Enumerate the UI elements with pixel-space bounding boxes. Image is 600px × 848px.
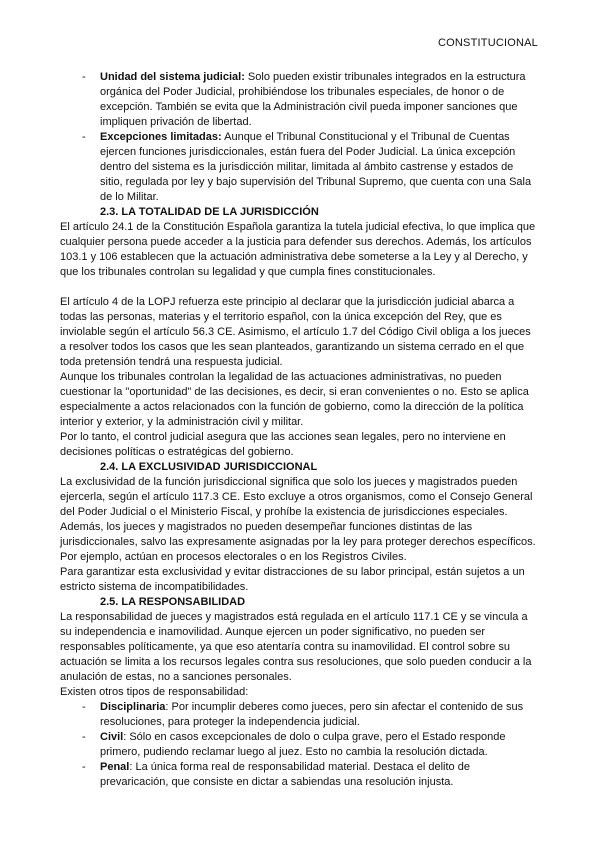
bullet-dash: - [82, 731, 86, 743]
bullet-dash: - [82, 131, 86, 143]
paragraph: Además, los jueces y magistrados no pueden desempeñar funciones distintas de las jurisdiccionales, salvo las expresamente asignadas por la ley para proteger derechos específicos. Por ejemplo, actúan en procesos electorales o en los Registros Civiles. [60, 521, 536, 563]
bullet-item [82, 730, 538, 760]
bullet-item [82, 70, 538, 130]
bullet-item [82, 760, 538, 790]
paragraph: Por lo tanto, el control judicial asegura que las acciones sean legales, pero no interviene en decisiones políticas o estratégicas del gobierno. [60, 431, 506, 458]
paragraph: Existen otros tipos de responsabilidad: [60, 686, 249, 698]
section-heading: 2.5. LA RESPONSABILIDAD [100, 596, 246, 608]
paragraph: La exclusividad de la función jurisdiccional significa que solo los jueces y magistrados pueden ejercerla, según el artículo 117.3 CE. Esto excluye a otros organismos, como el Consejo General del Poder Judicial o el Ministerio Fiscal, y prohíbe la existencia de jurisdicciones especiales. [60, 476, 533, 518]
paragraph: La responsabilidad de jueces y magistrados está regulada en el artículo 117.1 CE y se vincula a su independencia e inamovilidad. Aunque ejercen un poder significativo, no pueden ser responsables políticamente, ya que eso atentaría contra su inamovilidad. El control sobre su actuación se limita a los recursos legales contra sus resoluciones, que solo pueden conducir a la anulación de estas, no a sanciones personales. [60, 611, 532, 683]
section-heading: 2.4. LA EXCLUSIVIDAD JURISDICCIONAL [100, 461, 318, 473]
section-heading: 2.3. LA TOTALIDAD DE LA JURISDICCIÓN [100, 206, 319, 218]
bullet-dash: - [82, 761, 86, 773]
paragraph: Para garantizar esta exclusividad y evitar distracciones de su labor principal, están sujetos a un estricto sistema de incompatibilidades. [60, 566, 525, 593]
bullet-term: Penal [100, 761, 130, 773]
bullet-term: Unidad del sistema judicial: [100, 71, 245, 83]
bullet-text: : La única forma real de responsabilidad material. Destaca el delito de prevaricación, que consiste en dictar a sabiendas una resolución injusta. [100, 761, 470, 788]
paragraph: El artículo 4 de la LOPJ refuerza este principio al declarar que la jurisdicción judicial abarca a todas las personas, materias y el territorio español, con la única excepción del Rey, que es inviolable según el artículo 56.3 CE. Asimismo, el artículo 1.7 del Código Civil obliga a los jueces a resolver todos los casos que les sean planteados, garantizando un sistema cerrado en el que toda pretensión tendrá una respuesta judicial. [60, 296, 531, 368]
bullet-dash: - [82, 71, 86, 83]
bullet-term: Excepciones limitadas: [100, 131, 222, 143]
bullet-term: Disciplinaria [100, 701, 166, 713]
bullet-item [82, 130, 538, 205]
bullet-text: : Por incumplir deberes como jueces, pero sin afectar el contenido de sus resoluciones, para proteger la independencia judicial. [100, 701, 524, 728]
bullet-text: : Sólo en casos excepcionales de dolo o culpa grave, pero el Estado responde primero, pudiendo reclamar luego al juez. Esto no cambia la resolución dictada. [100, 731, 506, 758]
page-header: CONSTITUCIONAL [438, 37, 538, 49]
bullet-text: Solo pueden existir tribunales integrados en la estructura orgánica del Poder Judicial, prohibiéndose los tribunales especiales, de honor o de excepción. También se evita que la Administración civil pueda imponer sanciones que impliquen privación de libertad. [100, 71, 526, 128]
paragraph: Aunque los tribunales controlan la legalidad de las actuaciones administrativas, no pueden cuestionar la "oportunidad" de las decisiones, es decir, si eran convenientes o no. Esto se aplica especialmente a actos relacionados con la función de gobierno, como la dirección de la política interior y exterior, y la administración civil y militar. [60, 371, 529, 428]
bullet-term: Civil [100, 731, 124, 743]
bullet-item [82, 700, 538, 730]
document-body [60, 70, 538, 790]
bullet-dash: - [82, 701, 86, 713]
bullet-text: Aunque el Tribunal Constitucional y el Tribunal de Cuentas ejercen funciones jurisdiccionales, están fuera del Poder Judicial. La única excepción dentro del sistema es la jurisdicción militar, limitada al ámbito castrense y estados de sitio, regulada por ley y bajo supervisión del Tribunal Supremo, que cuenta con una Sala de lo Militar. [100, 131, 532, 203]
paragraph: El artículo 24.1 de la Constitución Española garantiza la tutela judicial efectiva, lo que implica que cualquier persona puede acceder a la justicia para defender sus derechos. Además, los artículos 103.1 y 106 establecen que la actuación administrativa debe someterse a la Ley y al Derecho, y que los tribunales controlan su legalidad y que cumpla fines constitucionales. [60, 221, 536, 278]
